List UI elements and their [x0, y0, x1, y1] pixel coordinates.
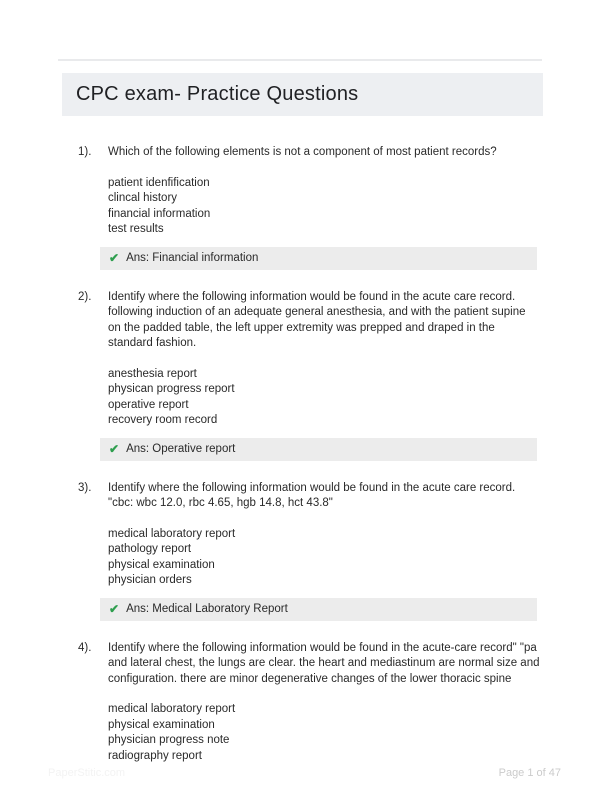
option-item: radiography report [108, 749, 202, 762]
options-list [108, 367, 543, 429]
question-block-4 [62, 641, 543, 765]
option-item: physical examination [108, 558, 215, 571]
option-item: medical laboratory report [108, 703, 236, 715]
question-number: 4). [78, 641, 92, 654]
question-block-3 [62, 481, 543, 621]
option-item: test results [108, 223, 164, 235]
page-footer [48, 767, 561, 779]
page-title: CPC exam- Practice Questions [76, 83, 359, 105]
question-row [62, 481, 543, 512]
check-icon: ✔ [109, 251, 120, 265]
question-number: 2). [78, 290, 92, 303]
option-item: clincal history [108, 192, 178, 204]
title-bar [62, 73, 543, 116]
check-icon: ✔ [109, 602, 120, 616]
answer-box [100, 247, 537, 270]
question-text: Identify where the following information would be found in the acute care record. "cbc: wbc 12.0, rbc 4.65, hgb 14.8, hct 43.8" [108, 481, 516, 509]
question-row [62, 641, 543, 688]
question-number: 1). [78, 146, 92, 158]
options-list [108, 527, 543, 589]
top-divider [58, 59, 542, 61]
options-list [108, 176, 543, 238]
option-item: physican progress report [108, 383, 235, 395]
option-item: physician progress note [108, 734, 230, 746]
question-row [62, 290, 543, 352]
option-item: medical laboratory report [108, 527, 236, 540]
question-text: Which of the following elements is not a component of most patient records? [108, 146, 497, 158]
question-block-2 [62, 290, 543, 461]
answer-text: Ans: Operative report [126, 443, 236, 455]
questions-list [62, 116, 543, 764]
answer-text: Ans: Financial information [126, 252, 259, 264]
page-indicator: Page 1 of 47 [498, 767, 561, 779]
question-text: Identify where the following information would be found in the acute care record. following induction of an adequate general anesthesia, and with the patient supine on the padded table, the left upper extremity was prepped and draped in the standard fashion. [108, 290, 526, 349]
answer-box [100, 438, 537, 461]
option-item: recovery room record [108, 414, 218, 426]
option-item: patient idenfification [108, 176, 210, 189]
watermark: PaperStitic.com [48, 767, 126, 779]
question-row [62, 145, 543, 161]
option-item: operative report [108, 398, 189, 411]
question-number: 3). [78, 481, 92, 494]
option-item: financial information [108, 207, 211, 220]
option-item: pathology report [108, 543, 192, 555]
question-text: Identify where the following information would be found in the acute-care record" "pa and lateral chest, the lungs are clear. the heart and mediastinum are normal size and configuration. there are minor degenerative changes of the lower thoracic spine [108, 641, 540, 685]
check-icon: ✔ [109, 442, 120, 456]
option-item: anesthesia report [108, 367, 197, 380]
answer-text: Ans: Medical Laboratory Report [126, 603, 288, 615]
answer-box [100, 598, 537, 621]
options-list [108, 702, 543, 764]
option-item: physician orders [108, 574, 192, 586]
option-item: physical examination [108, 718, 215, 731]
question-block-1 [62, 145, 543, 270]
